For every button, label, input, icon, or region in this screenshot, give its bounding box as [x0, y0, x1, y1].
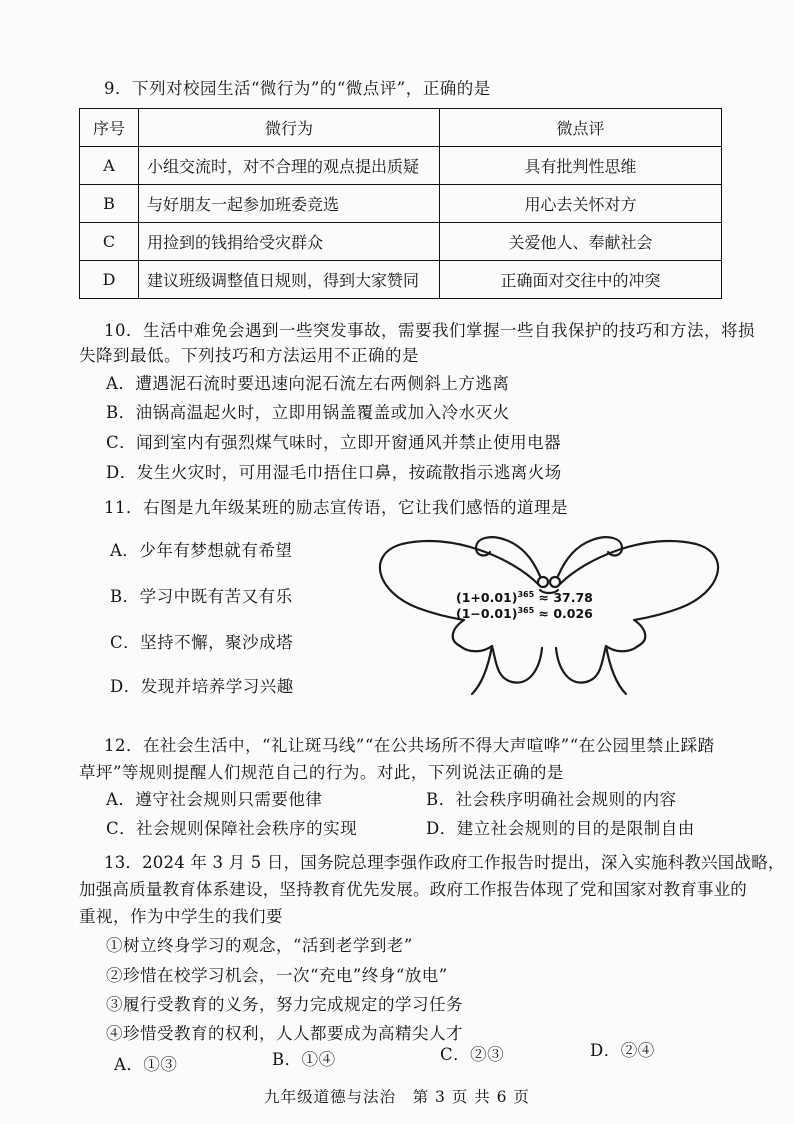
table-row [80, 223, 722, 261]
header-cell: 微行为 [139, 109, 440, 147]
q13-stem-line2: 加强高质量教育体系建设，坚持教育优先发展。政府工作报告体现了党和国家对教育事业的 [79, 880, 747, 899]
table-cell: 具有批判性思维 [440, 147, 722, 185]
table-row [80, 261, 722, 299]
q9-table [79, 108, 722, 299]
q10-option-a: A．遭遇泥石流时要迅速向泥石流左右两侧斜上方逃离 [106, 374, 510, 393]
q13-option-b: B．①④ [272, 1050, 336, 1069]
table-cell: 正确面对交往中的冲突 [440, 261, 722, 299]
table-cell: 小组交流时，对不合理的观点提出质疑 [139, 147, 440, 185]
q13-item-3: ③履行受教育的义务，努力完成规定的学习任务 [106, 995, 463, 1014]
header-cell: 微点评 [440, 109, 722, 147]
q10-stem-line2: 失降到最低。下列技巧和方法运用不正确的是 [79, 346, 419, 365]
q12-option-d: D．建立社会规则的目的是限制自由 [426, 819, 695, 838]
table-cell: 用心去关怀对方 [440, 185, 722, 223]
q11-option-a: A．少年有梦想就有希望 [110, 541, 293, 560]
table-cell: 建议班级调整值日规则，得到大家赞同 [139, 261, 440, 299]
q11-option-d: D．发现并培养学习兴趣 [110, 677, 294, 696]
formula-line-2: $(1-0.01)^{365} \approx 0.026$ [456, 606, 593, 622]
q10-stem-line1: 10．生活中难免会遇到一些突发事故，需要我们掌握一些自我保护的技巧和方法，将损 [104, 321, 755, 340]
table-cell: D [80, 261, 139, 299]
q12-option-a: A．遵守社会规则只需要他律 [106, 790, 323, 809]
table-cell: B [80, 185, 139, 223]
table-row [80, 147, 722, 185]
q10-option-d: D．发生火灾时，可用湿毛巾捂住口鼻，按疏散指示逃离火场 [106, 463, 562, 482]
table-header-row [80, 109, 722, 147]
q13-stem-line1: 13．2024 年 3 月 5 日，国务院总理李强作政府工作报告时提出，深入实施科教兴国战略， [104, 853, 785, 872]
q10-option-c: C．闻到室内有强烈煤气味时，立即开窗通风并禁止使用电器 [106, 433, 562, 452]
q11-option-b: B．学习中既有苦又有乐 [110, 587, 293, 606]
q9-stem: 9．下列对校园生活“微行为”的“微点评”，正确的是 [104, 79, 491, 98]
q13-option-d: D．②④ [590, 1041, 655, 1060]
q13-stem-line3: 重视，作为中学生的我们要 [79, 907, 283, 926]
q12-stem-line2: 草坪”等规则提醒人们规范自己的行为。对此，下列说法正确的是 [79, 763, 564, 782]
q12-option-b: B．社会秩序明确社会规则的内容 [426, 790, 677, 809]
q13-option-a: A．①③ [114, 1055, 178, 1074]
q11-stem: 11．右图是九年级某班的励志宣传语，它让我们感悟的道理是 [104, 498, 568, 517]
q11-option-c: C．坚持不懈，聚沙成塔 [110, 633, 294, 652]
q13-option-c: C．②③ [440, 1045, 505, 1064]
q13-item-2: ②珍惜在校学习机会，一次“充电”终身“放电” [106, 966, 448, 985]
q13-item-1: ①树立终身学习的观念，“活到老学到老” [106, 936, 413, 955]
formula-line-1: $(1+0.01)^{365} \approx 37.78$ [456, 590, 593, 606]
page-footer: 九年级道德与法治 第 3 页 共 6 页 [264, 1088, 530, 1106]
table-cell: 关爱他人、奉献社会 [440, 223, 722, 261]
table-cell: 用捡到的钱捐给受灾群众 [139, 223, 440, 261]
table-cell: A [80, 147, 139, 185]
q12-stem-line1: 12．在社会生活中，“礼让斑马线”“在公共场所不得大声喧哗”“在公园里禁止踩踏 [104, 736, 715, 755]
q13-item-4: ④珍惜受教育的权利，人人都要成为高精尖人才 [106, 1024, 463, 1043]
table-cell: C [80, 223, 139, 261]
table-cell: 与好朋友一起参加班委竞选 [139, 185, 440, 223]
header-cell: 序号 [80, 109, 139, 147]
q12-option-c: C．社会规则保障社会秩序的实现 [106, 819, 358, 838]
q10-option-b: B．油锅高温起火时，立即用锅盖覆盖或加入冷水灭火 [106, 403, 510, 422]
table-row [80, 185, 722, 223]
